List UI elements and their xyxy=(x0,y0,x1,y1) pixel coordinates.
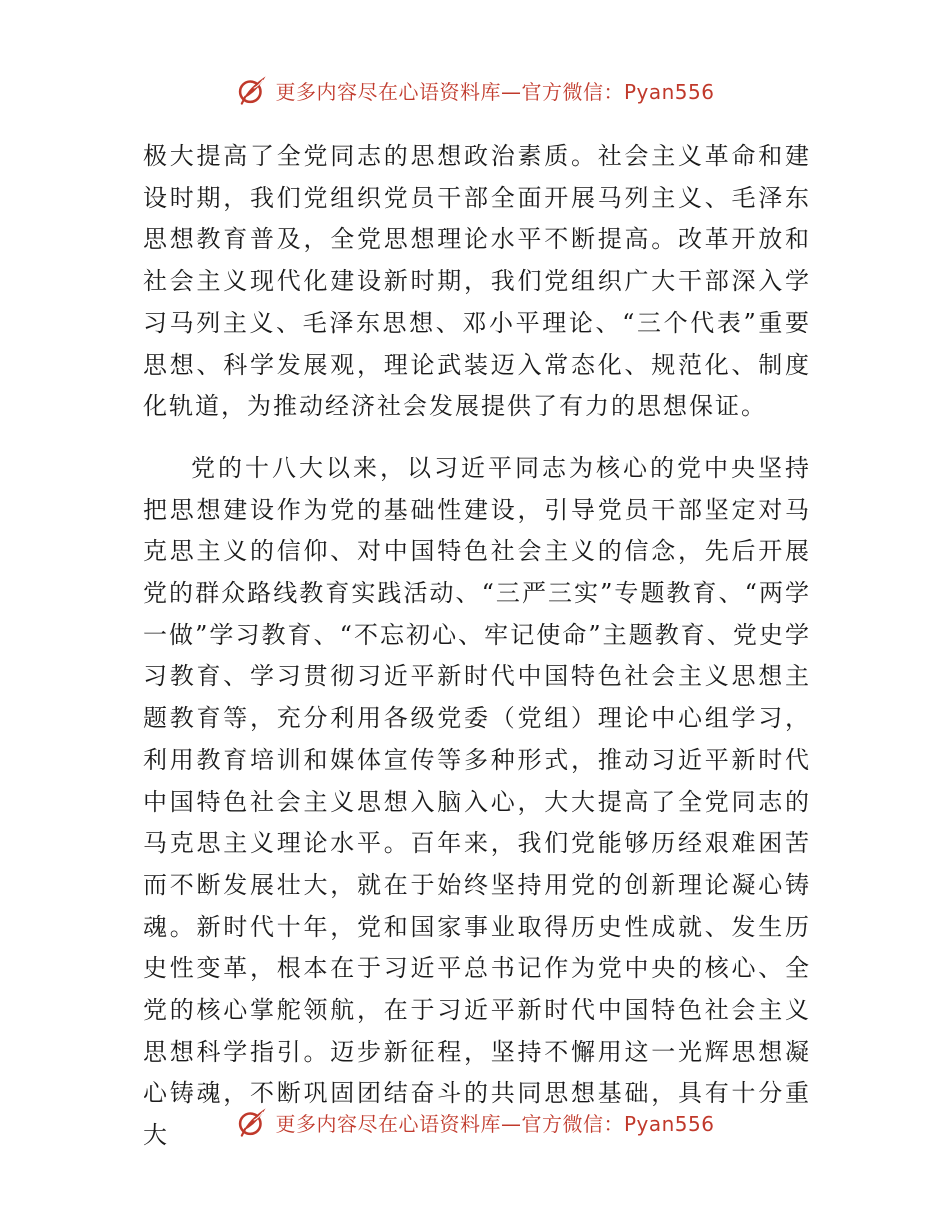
watermark-contact-text: 官方微信：Pyan556 xyxy=(521,79,715,104)
watermark-site-text: 更多内容尽在心语资料库 xyxy=(275,1111,501,1136)
header-watermark xyxy=(0,68,950,112)
paragraph-1: 极大提高了全党同志的思想政治素质。社会主义革命和建设时期，我们党组织党员干部全面开展马列主义、毛泽东思想教育普及，全党思想理论水平不断提高。改革开放和社会主义现代化建设新时期，我们党组织广大干部深入学习马列主义、毛泽东思想、邓小平理论、“三个代表”重要思想、科学发展观，理论武装迈入常态化、规范化、制度化轨道，为推动经济社会发展提供了有力的思想保证。 xyxy=(143,142,811,421)
watermark-separator: — xyxy=(500,1111,522,1136)
watermark-contact-text: 官方微信：Pyan556 xyxy=(521,1111,715,1136)
paragraph-2: 党的十八大以来，以习近平同志为核心的党中央坚持把思想建设作为党的基础性建设，引导党员干部坚定对马克思主义的信仰、对中国特色社会主义的信念，先后开展党的群众路线教育实践活动、“三严三实”专题教育、“两学一做”学习教育、“不忘初心、牢记使命”主题教育、党史学习教育、学习贯彻习近平新时代中国特色社会主义思想主题教育等，充分利用各级党委（党组）理论中心组学习，利用教育培训和媒体宣传等多种形式，推动习近平新时代中国特色社会主义思想入脑入心，大大提高了全党同志的马克思主义理论水平。百年来，我们党能够历经艰难困苦而不断发展壮大，就在于始终坚持用党的创新理论凝心铸魂。新时代十年，党和国家事业取得历史性成就、发生历史性变革，根本在于习近平总书记作为党中央的核心、全党的核心掌舵领航，在于习近平新时代中国特色社会主义思想科学指引。迈步新征程，坚持不懈用这一光辉思想凝心铸魂，不断巩固团结奋斗的共同思想基础，具有十分重大 xyxy=(143,453,811,1150)
watermark-text xyxy=(275,76,714,105)
watermark-separator: — xyxy=(500,79,522,104)
quill-logo-icon xyxy=(235,1105,269,1139)
quill-logo-icon xyxy=(235,73,269,107)
document-body xyxy=(143,136,811,1157)
watermark-site-text: 更多内容尽在心语资料库 xyxy=(275,79,501,104)
footer-watermark xyxy=(0,1100,950,1144)
watermark-text xyxy=(275,1108,714,1137)
